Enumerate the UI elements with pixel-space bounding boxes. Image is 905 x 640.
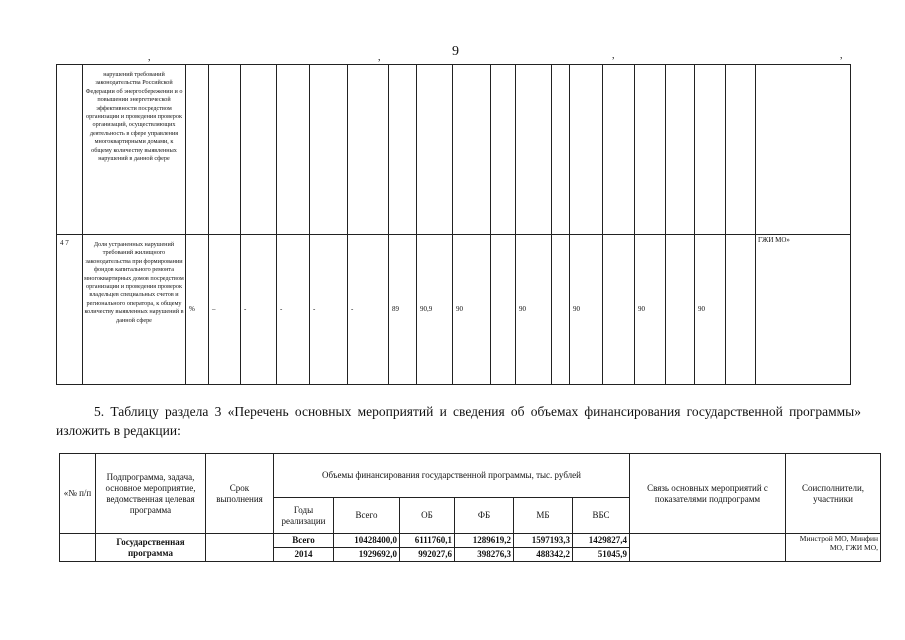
value-cell: 90 (516, 235, 552, 385)
value-cell (726, 235, 756, 385)
table-header-row (60, 454, 881, 498)
header-term: Срок выполнения (206, 454, 274, 534)
value-cell (666, 235, 695, 385)
responsible-cell: ГЖИ МО» (756, 235, 851, 385)
executors-cell: Минстрой МО, Минфин МО, ГЖИ МО, (786, 534, 881, 562)
header-link: Связь основных мероприятий с показателями подпрограмм (630, 454, 786, 534)
header-years: Годы реализации (274, 498, 334, 534)
value-cell (491, 235, 516, 385)
amendment-paragraph (56, 402, 861, 440)
ob-cell: 6111760,1 (400, 534, 455, 548)
header-executors: Соисполнители, участники (786, 454, 881, 534)
header-subprogram: Подпрограмма, задача, основное мероприятие, ведомственная целевая программа (96, 454, 206, 534)
total-cell: 10428400,0 (334, 534, 400, 548)
paragraph-text: 5. Таблицу раздела 3 «Перечень основных мероприятий и сведения об объемах финансирования государственной программы» изложить в редакции: (56, 404, 861, 438)
value-cell (603, 235, 635, 385)
table-row (57, 65, 851, 235)
value-cell: 89 (389, 235, 417, 385)
value-cell: - (310, 235, 348, 385)
header-num: «№ п/п (60, 454, 96, 534)
fb-cell: 398276,3 (455, 548, 514, 562)
value-cell: 90,9 (417, 235, 453, 385)
value-cell (552, 235, 570, 385)
program-name: Государственная программа (96, 534, 206, 562)
scan-mark: , (378, 52, 381, 63)
header-funding: Объемы финансирования государственной программы, тыс. рублей (274, 454, 630, 498)
page-number: 9 (452, 44, 459, 59)
value-cell: 90 (570, 235, 603, 385)
value-cell: 90 (453, 235, 491, 385)
mb-cell: 1597193,3 (514, 534, 573, 548)
row-number: 4 7 (57, 235, 83, 385)
header-total: Всего (334, 498, 400, 534)
value-cell: 90 (635, 235, 666, 385)
total-cell: 1929692,0 (334, 548, 400, 562)
table-row (60, 534, 881, 548)
funding-table (59, 453, 881, 562)
value-cell: - (277, 235, 310, 385)
scan-mark: , (148, 52, 151, 63)
value-cell: - (241, 235, 277, 385)
indicator-description: Доля устраненных нарушений требований жилищного законодательства при формировании фондов капитального ремонта многоквартирных домов посредством организации и проведения проверок владельцев специальных счетов и регионального оператора, к общему количеству выявленных нарушений в данной сфере (83, 235, 186, 385)
fb-cell: 1289619,2 (455, 534, 514, 548)
header-vbs: ВБС (573, 498, 630, 534)
scan-mark: , (840, 50, 843, 61)
header-ob: ОБ (400, 498, 455, 534)
vbs-cell: 51045,9 (573, 548, 630, 562)
ob-cell: 992027,6 (400, 548, 455, 562)
value-cell: 90 (695, 235, 726, 385)
value-cell: - (348, 235, 389, 385)
header-fb: ФБ (455, 498, 514, 534)
scan-mark: , (612, 50, 615, 61)
year-cell: 2014 (274, 548, 334, 562)
indicators-table (56, 64, 851, 385)
mb-cell: 488342,2 (514, 548, 573, 562)
year-cell: Всего (274, 534, 334, 548)
table-row (57, 235, 851, 385)
vbs-cell: 1429827,4 (573, 534, 630, 548)
row-number (57, 65, 83, 235)
header-mb: МБ (514, 498, 573, 534)
value-cell: – (209, 235, 241, 385)
indicator-description: нарушений требований законодательства Российской Федерации об энергосбережении и о повышении энергетической эффективности посредством организации и проведения проверок организаций, осуществляющих деятельность в сфере управления многоквартирными домами, к общему количеству выявленных нарушений в данной сфере (83, 65, 186, 235)
unit-cell: % (186, 235, 209, 385)
